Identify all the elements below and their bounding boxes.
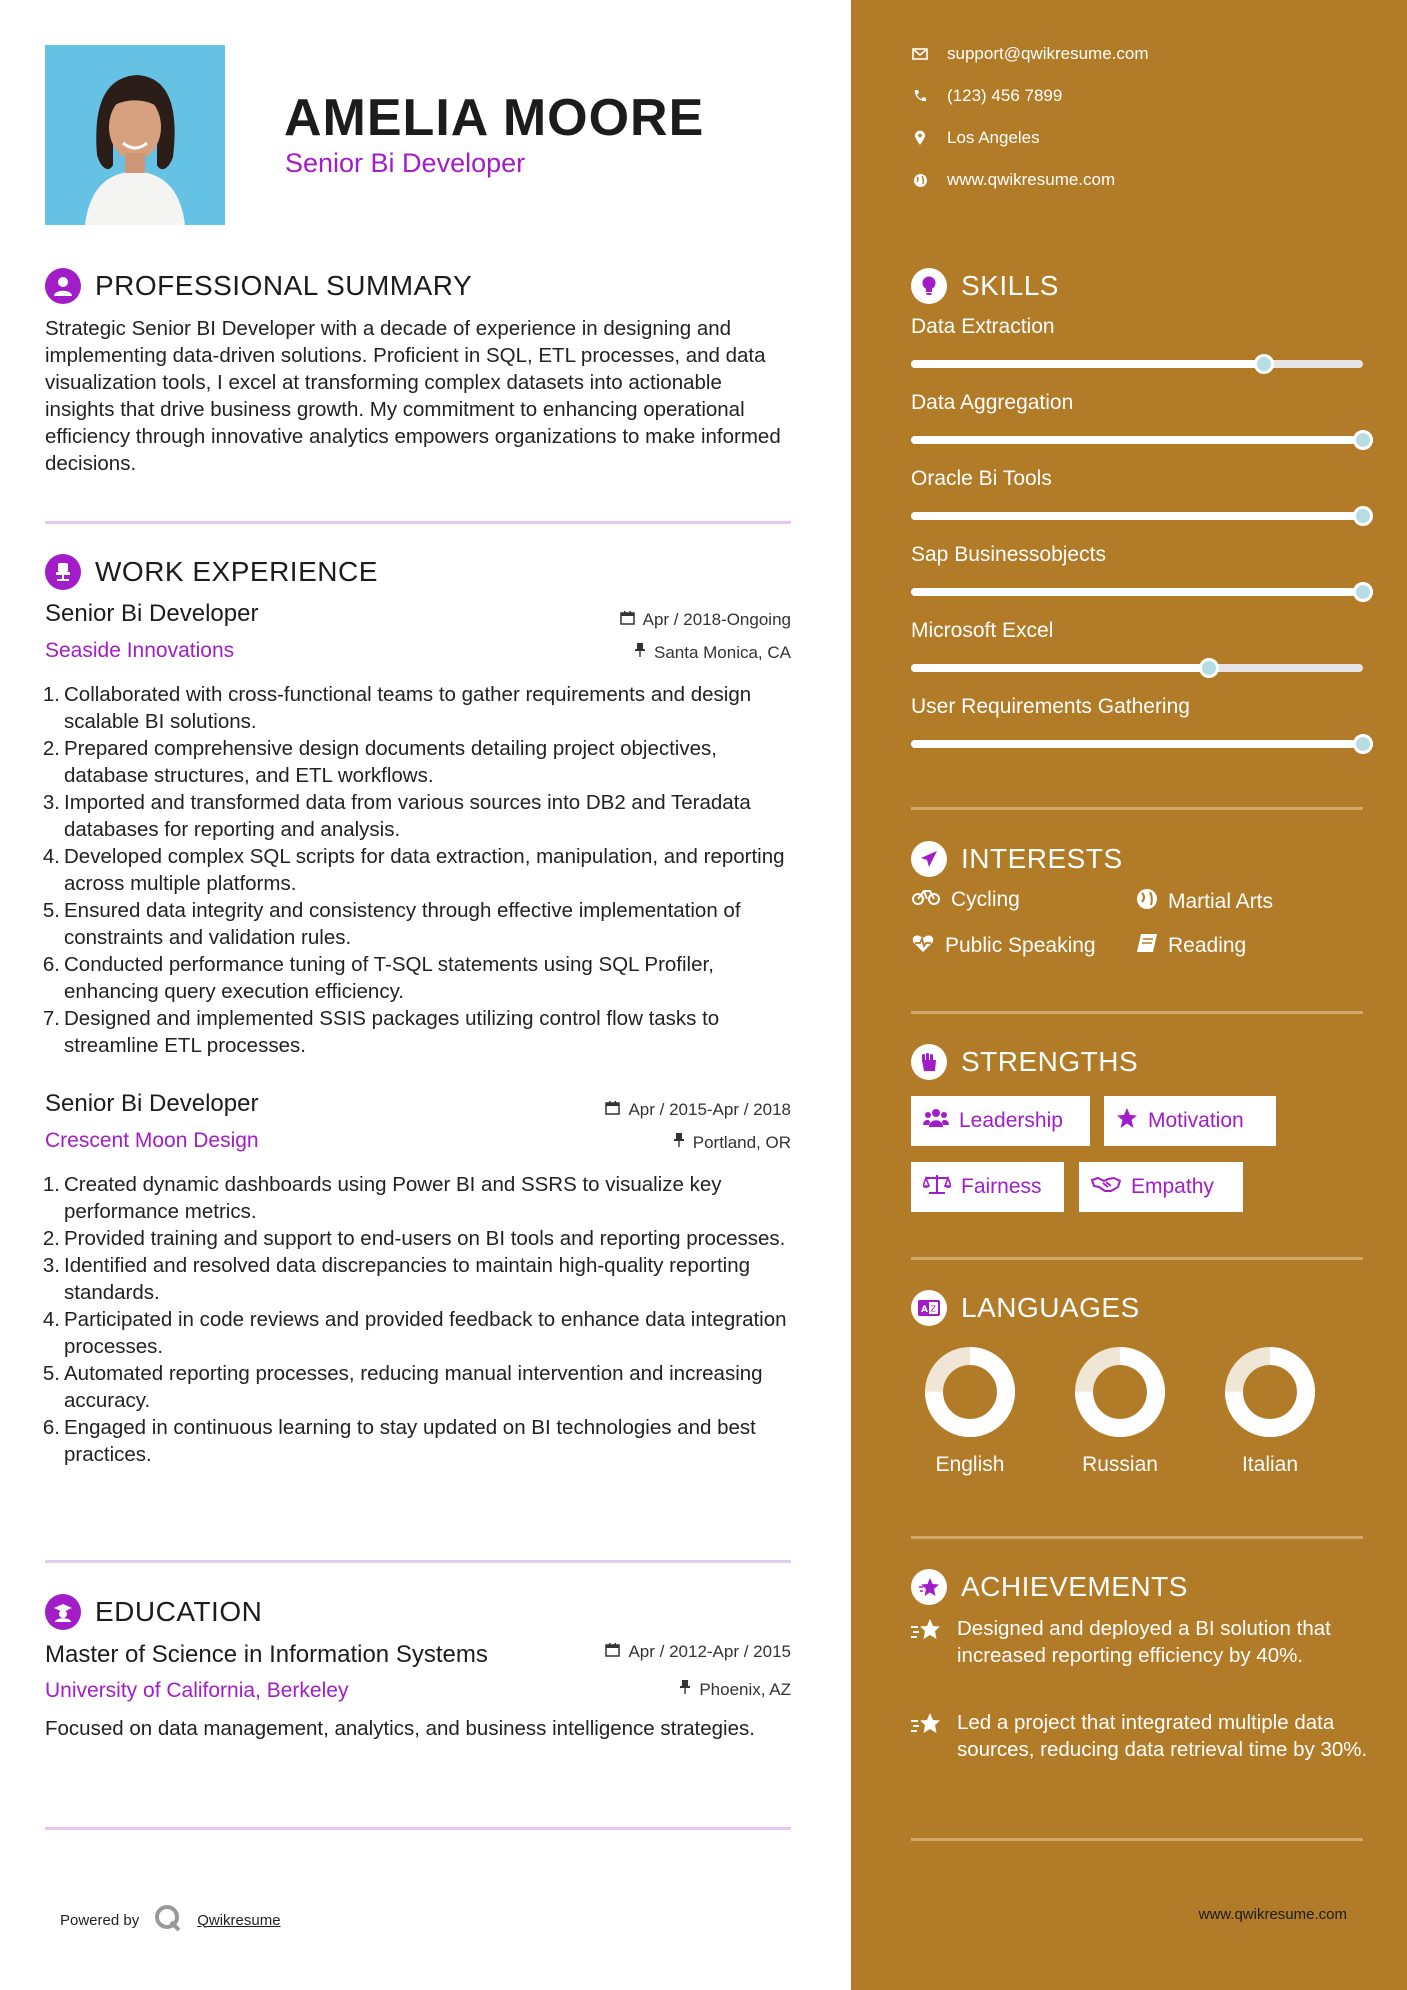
svg-text:A: A [921,1305,928,1315]
globe-icon [1136,888,1158,916]
strengths-heading: STRENGTHS [961,1046,1139,1077]
skill-bar-knob [1199,658,1219,678]
achievement-item [911,1615,1371,1669]
job-dates-text: Apr / 2015-Apr / 2018 [628,1100,791,1119]
contact-phone-text: (123) 456 7899 [947,86,1063,105]
experience-heading: WORK EXPERIENCE [95,556,378,587]
star-icon [1116,1107,1138,1135]
qwikresume-logo-icon [153,1903,183,1937]
strengths-section-header [911,1044,1138,1080]
achievement-star-icon [911,1569,947,1605]
calendar-icon [605,1642,620,1662]
list-item-text: Participated in code reviews and provided feedback to enhance data integration processes. [64,1308,787,1358]
skill-label: Data Aggregation [911,391,1074,414]
interest-item [1136,933,1246,959]
job-title: Senior Bi Developer [45,1090,259,1117]
list-item-number: 6. [42,1416,60,1439]
shooting-star-icon [911,1709,945,1763]
calendar-icon [605,1100,620,1120]
profile-photo [45,45,225,225]
divider [911,1536,1363,1539]
book-icon [1136,933,1158,959]
list-item [36,1414,796,1468]
education-dates-text: Apr / 2012-Apr / 2015 [628,1642,791,1661]
job-dates [605,1100,791,1120]
education-heading: EDUCATION [95,1596,263,1627]
list-item-text: Imported and transformed data from various sources into DB2 and Teradata databases for reporting and analysis. [64,791,751,841]
list-item [36,1171,796,1225]
education-location-text: Phoenix, AZ [699,1679,791,1699]
bicycle-icon [911,888,941,912]
company-name: Crescent Moon Design [45,1129,259,1152]
skill-bar [911,664,1363,672]
strength-label: Motivation [1148,1109,1244,1132]
education-location [679,1679,791,1700]
list-item-number: 1. [42,683,60,706]
users-icon [923,1108,949,1134]
skill-bar [911,588,1363,596]
divider [45,1560,791,1563]
divider [911,1838,1363,1841]
list-item [36,1252,796,1306]
divider [45,1827,791,1830]
handshake-icon [1091,1174,1121,1200]
divider [45,521,791,524]
achievement-text: Led a project that integrated multiple data sources, reducing data retrieval time by 30%. [957,1711,1368,1761]
list-item-number: 2. [42,737,60,760]
skill-label: Sap Businessobjects [911,543,1106,566]
balance-scale-icon [923,1173,951,1201]
skill-bar [911,436,1363,444]
job-dates [620,610,791,630]
skill-bar-knob [1254,354,1274,374]
office-chair-icon [45,554,81,590]
experience-section-header [45,554,378,590]
list-item-number: 4. [42,845,60,868]
list-item [36,681,796,735]
interest-item [911,888,1020,912]
language-level-ring [922,1344,1018,1440]
contact-phone[interactable] [911,86,1062,106]
powered-by-label: Powered by [60,1911,140,1929]
shooting-star-icon [911,1615,945,1669]
candidate-name: AMELIA MOORE [284,89,705,147]
footer-website[interactable]: www.qwikresume.com [1198,1906,1347,1923]
divider [911,1011,1363,1014]
list-item-text: Collaborated with cross-functional teams to gather requirements and design scalable BI solutions. [64,683,752,733]
list-item-text: Identified and resolved data discrepancies to maintain high-quality reporting standards. [64,1254,751,1304]
heartbeat-icon [911,933,935,959]
divider [911,807,1363,810]
powered-by [60,1903,281,1937]
list-item [36,789,796,843]
list-item-number: 5. [42,899,60,922]
list-item [36,843,796,897]
job-location [634,642,791,663]
language-item [1205,1344,1335,1477]
list-item-text: Designed and implemented SSIS packages utilizing control flow tasks to streamline ETL processes. [64,1007,720,1057]
interest-item [911,933,1096,959]
candidate-title: Senior Bi Developer [285,148,526,178]
skill-bar-knob [1353,430,1373,450]
user-icon [45,268,81,304]
list-item-number: 4. [42,1308,60,1331]
strength-label: Empathy [1131,1175,1214,1198]
graduate-icon [45,1594,81,1630]
list-item-text: Conducted performance tuning of T-SQL statements using SQL Profiler, enhancing query execution efficiency. [64,953,714,1003]
achievement-text: Designed and deployed a BI solution that increased reporting efficiency by 40%. [957,1617,1331,1667]
envelope-icon [911,48,929,60]
summary-section-header [45,268,472,304]
job-responsibilities [36,681,796,1059]
skill-bar [911,360,1363,368]
achievements-heading: ACHIEVEMENTS [961,1571,1188,1602]
paper-plane-icon [911,841,947,877]
strength-badge [911,1162,1064,1212]
languages-heading: LANGUAGES [961,1292,1140,1323]
list-item [36,897,796,951]
job-responsibilities [36,1171,796,1468]
skill-bar-knob [1353,734,1373,754]
skill-label: Microsoft Excel [911,619,1054,642]
interests-heading: INTERESTS [961,843,1123,874]
skill-bar-fill [911,512,1363,520]
job-location-text: Santa Monica, CA [653,642,791,662]
interest-label: Martial Arts [1168,890,1274,913]
list-item-number: 7. [42,1007,60,1030]
pushpin-icon [679,1679,691,1700]
lightbulb-icon [911,268,947,304]
skill-bar [911,740,1363,748]
skill-bar-knob [1353,582,1373,602]
skill-bar-fill [911,740,1363,748]
interest-label: Public Speaking [945,934,1096,957]
language-level-ring [1072,1344,1168,1440]
list-item-text: Prepared comprehensive design documents detailing project objectives, database structures, and ETL workflows. [64,737,717,787]
phone-icon [911,89,929,103]
interest-label: Cycling [951,888,1020,911]
list-item-text: Engaged in continuous learning to stay updated on BI technologies and best practices. [64,1416,756,1466]
contact-location-text: Los Angeles [947,128,1040,147]
job-title: Senior Bi Developer [45,600,259,627]
company-name: Seaside Innovations [45,639,235,662]
skill-bar [911,512,1363,520]
strength-badge [911,1096,1090,1146]
list-item [36,1005,796,1059]
skill-bar-fill [911,436,1363,444]
list-item [36,951,796,1005]
svg-text:Z: Z [930,1304,936,1314]
skill-label: Data Extraction [911,315,1055,338]
list-item-number: 3. [42,1254,60,1277]
globe-icon [911,173,929,188]
list-item [36,1306,796,1360]
skill-label: User Requirements Gathering [911,695,1190,718]
job-location [673,1132,791,1153]
languages-section-header [911,1290,1140,1326]
interest-item [1136,888,1273,916]
list-item [36,735,796,789]
achievement-item [911,1709,1371,1763]
pushpin-icon [673,1132,685,1153]
interest-label: Reading [1168,934,1247,957]
list-item-text: Automated reporting processes, reducing manual intervention and increasing accuracy. [64,1362,763,1412]
skills-section-header [911,268,1059,304]
education-dates [605,1642,791,1662]
list-item-text: Developed complex SQL scripts for data extraction, manipulation, and reporting across multiple platforms. [64,845,785,895]
school-name: University of California, Berkeley [45,1679,349,1702]
list-item [36,1225,796,1252]
language-label: English [935,1453,1005,1476]
list-item-text: Ensured data integrity and consistency through effective implementation of constraints and validation rules. [64,899,741,949]
skill-bar-fill [911,664,1209,672]
language-icon [911,1290,947,1326]
strength-label: Leadership [959,1109,1063,1132]
language-level-ring [1222,1344,1318,1440]
language-label: Russian [1082,1453,1158,1476]
summary-text: Strategic Senior BI Developer with a decade of experience in designing and implementing data-driven solutions. Proficient in SQL, ETL processes, and data visualization tools, I excel at transforming complex datasets into actionable insights that drive business growth. My commitment to enhancing operational efficiency through innovative analytics empowers organizations to make informed decisions. [45,317,781,475]
strength-label: Fairness [961,1175,1042,1198]
skill-bar-fill [911,360,1264,368]
skill-label: Oracle Bi Tools [911,467,1052,490]
job-location-text: Portland, OR [692,1132,791,1152]
list-item-number: 3. [42,791,60,814]
map-pin-icon [911,130,929,146]
pushpin-icon [634,642,646,663]
fist-icon [911,1044,947,1080]
language-label: Italian [1241,1453,1299,1476]
education-section-header [45,1594,262,1630]
list-item-number: 6. [42,953,60,976]
strength-badge [1104,1096,1276,1146]
contact-website[interactable] [911,170,1115,190]
portrait-image [45,45,225,225]
contact-website-text: www.qwikresume.com [947,170,1116,189]
skill-bar-knob [1353,506,1373,526]
list-item-number: 1. [42,1173,60,1196]
list-item-number: 5. [42,1362,60,1385]
degree-title: Master of Science in Information Systems [45,1641,488,1668]
skills-heading: SKILLS [961,270,1059,301]
contact-email[interactable] [911,44,1149,64]
skill-bar-fill [911,588,1363,596]
strength-badge [1079,1162,1243,1212]
qwikresume-link[interactable]: Qwikresume [197,1911,281,1929]
education-description: Focused on data management, analytics, and business intelligence strategies. [45,1717,755,1740]
job-dates-text: Apr / 2018-Ongoing [642,610,791,629]
list-item-text: Created dynamic dashboards using Power BI and SSRS to visualize key performance metrics. [64,1173,722,1223]
list-item [36,1360,796,1414]
divider [911,1257,1363,1260]
list-item-number: 2. [42,1227,60,1250]
language-item [905,1344,1035,1477]
contact-location [911,128,1040,148]
achievements-section-header [911,1569,1188,1605]
calendar-icon [620,610,635,630]
contact-email-text: support@qwikresume.com [947,44,1149,63]
summary-heading: PROFESSIONAL SUMMARY [95,270,473,301]
sidebar-column [851,0,1407,1990]
language-item [1055,1344,1185,1477]
interests-section-header [911,841,1123,877]
list-item-text: Provided training and support to end-users on BI tools and reporting processes. [64,1227,786,1250]
